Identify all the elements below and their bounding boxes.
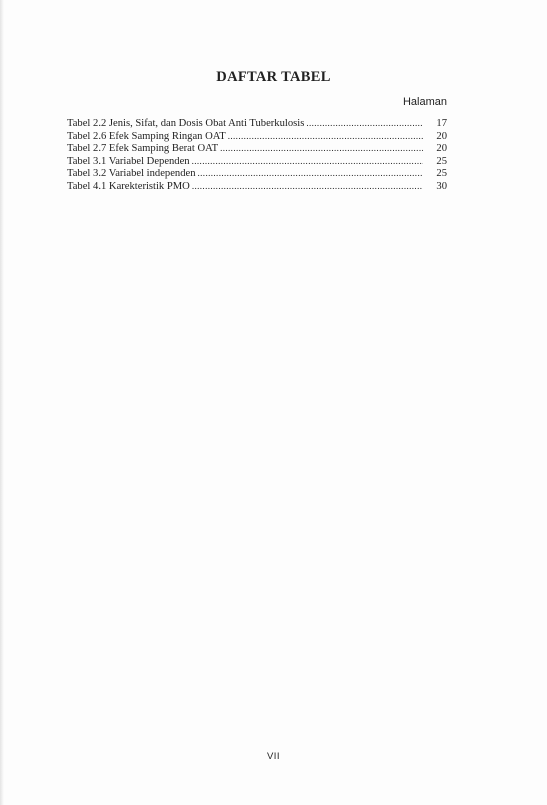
table-entry-label: Tabel 2.6 Efek Samping Ringan OAT bbox=[67, 130, 226, 142]
dot-leader bbox=[228, 130, 423, 143]
table-entry-label: Tabel 2.2 Jenis, Sifat, dan Dosis Obat Anti Tuberkulosis bbox=[67, 118, 305, 129]
table-list bbox=[67, 117, 447, 193]
table-entry-label: Tabel 3.2 Variabel independen bbox=[67, 168, 196, 180]
table-list-item[interactable] bbox=[67, 155, 447, 168]
page-number: VII bbox=[266, 751, 281, 762]
page-column-label: Halaman bbox=[402, 96, 447, 108]
dot-leader bbox=[306, 117, 423, 130]
table-entry-label: Tabel 3.1 Variabel Dependen bbox=[67, 155, 190, 167]
dot-leader bbox=[192, 180, 423, 193]
table-entry-page: 25 bbox=[436, 168, 447, 180]
table-list-item[interactable] bbox=[67, 167, 447, 180]
table-list-item[interactable] bbox=[67, 130, 447, 143]
scan-edge bbox=[0, 0, 4, 805]
table-list-item[interactable] bbox=[67, 117, 447, 130]
table-entry-page: 20 bbox=[436, 143, 447, 155]
table-entry-page: 30 bbox=[436, 180, 447, 192]
table-entry-label: Tabel 4.1 Karekteristik PMO bbox=[67, 180, 190, 192]
table-entry-label: Tabel 2.7 Efek Samping Berat OAT bbox=[67, 143, 219, 155]
page-title: DAFTAR TABEL bbox=[216, 69, 331, 85]
table-entry-page: 25 bbox=[436, 155, 447, 167]
table-entry-page: 20 bbox=[436, 130, 447, 142]
dot-leader bbox=[220, 142, 423, 155]
table-entry-page: 17 bbox=[436, 118, 447, 129]
table-list-item[interactable] bbox=[67, 180, 447, 193]
dot-leader bbox=[198, 167, 424, 180]
dot-leader bbox=[192, 155, 423, 168]
table-list-item[interactable] bbox=[67, 142, 447, 155]
